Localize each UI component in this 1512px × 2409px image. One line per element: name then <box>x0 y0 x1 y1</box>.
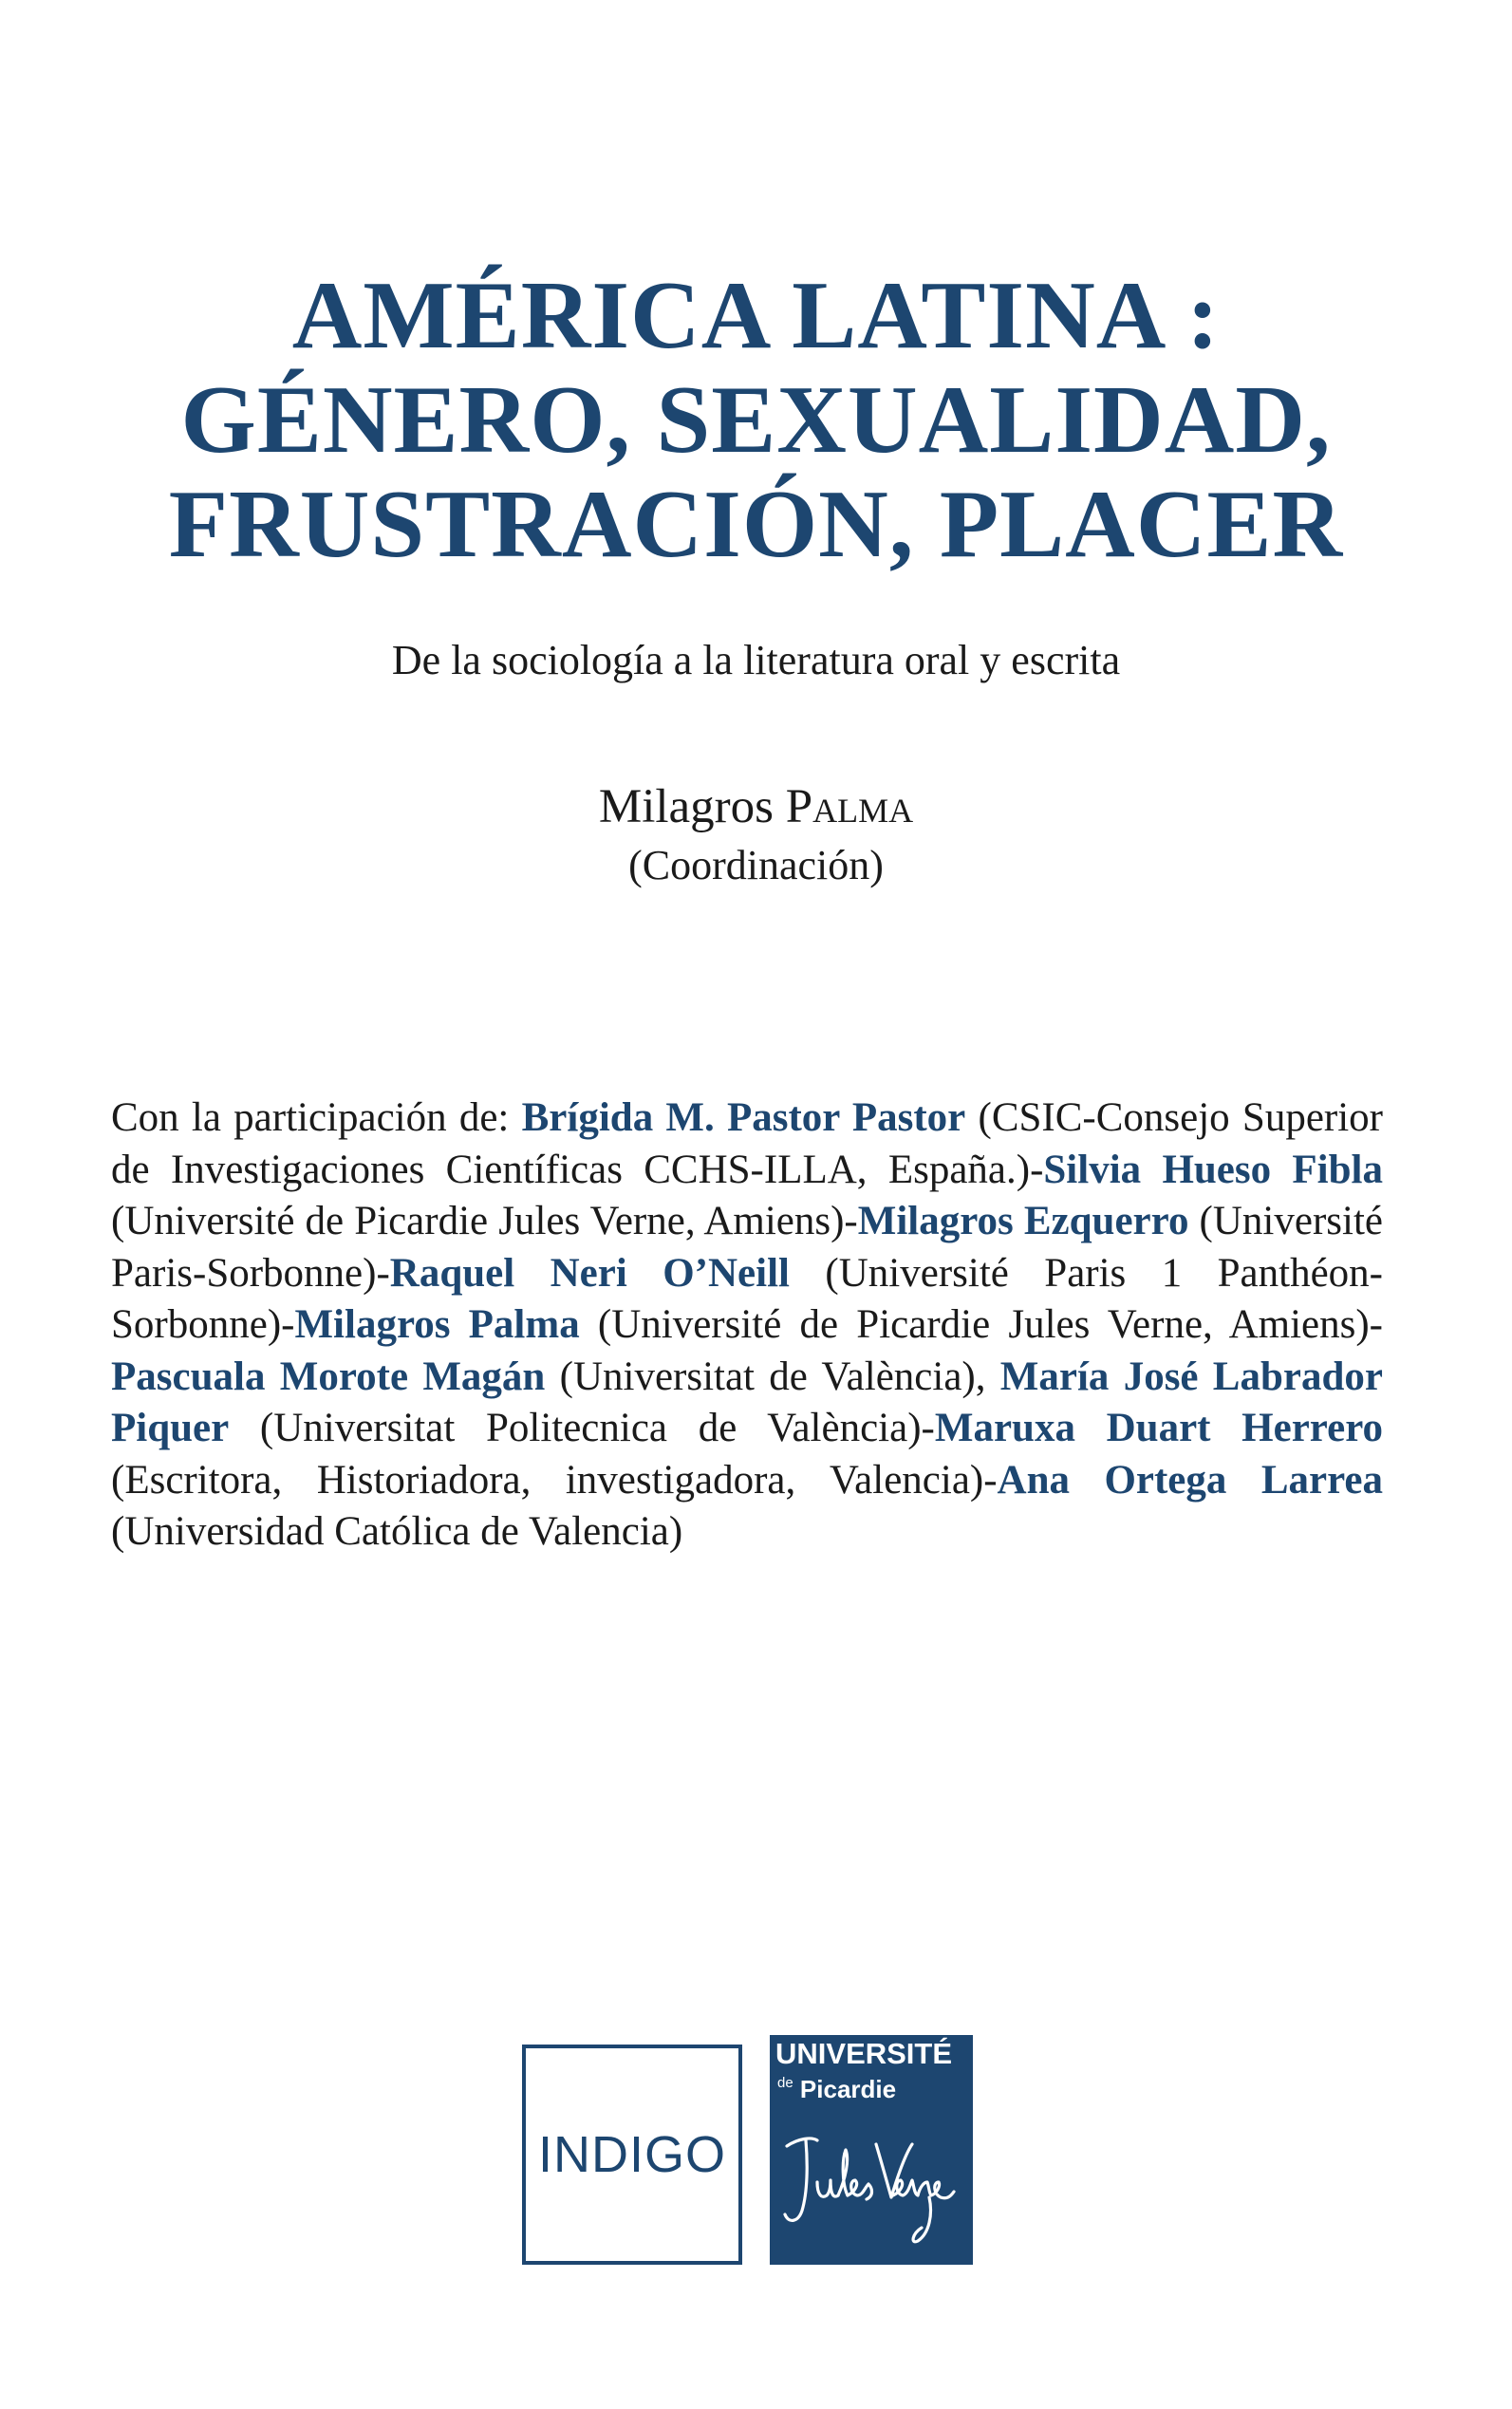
participant-affiliation: (Universitat Politecnica de València)- <box>229 1406 935 1450</box>
participant-name: Maruxa Duart Herrero <box>934 1406 1384 1450</box>
participant-affiliation: (Universidad Católica de Valencia) <box>111 1509 683 1554</box>
participant-name: Raquel Neri O’Neill <box>389 1250 790 1296</box>
participant-affiliation: (Université Paris 1 Panthéon-Sorbonne)- <box>111 1250 1383 1347</box>
university-logo-subtitle <box>777 2075 896 2104</box>
university-logo-prefix: de <box>777 2075 793 2091</box>
university-logo <box>770 2035 973 2265</box>
participant-name: Ana Ortega Larrea <box>997 1457 1383 1503</box>
participant-affiliation: (Escritora, Historiadora, investigadora, Valencia)- <box>111 1457 998 1503</box>
jules-verne-signature <box>770 2116 973 2258</box>
coordinator-role: (Coordinación) <box>628 842 884 888</box>
participant-affiliation: (CSIC-Consejo Superior de Investigaciones Científicas CCHS-ILLA, España.)- <box>111 1095 1383 1192</box>
participants-intro: Con la participación de: <box>111 1095 522 1140</box>
participant-affiliation: (Université de Picardie Jules Verne, Amiens)- <box>579 1302 1383 1347</box>
university-logo-title: UNIVERSITÉ <box>775 2037 953 2070</box>
title-line-1: AMÉRICA LATINA : <box>291 262 1221 369</box>
participant-name: Pascuala Morote Magán <box>111 1354 546 1399</box>
participant-name: Silvia Hueso Fibla <box>1043 1147 1383 1192</box>
coordinator-first-name: Milagros <box>598 780 775 833</box>
participant-affiliation: (Université de Picardie Jules Verne, Amiens)- <box>111 1199 858 1243</box>
indigo-logo-text: INDIGO <box>537 2126 726 2183</box>
participant-affiliation: (Universitat de València), <box>545 1354 1000 1399</box>
participant-name: Milagros Palma <box>294 1302 580 1347</box>
participant-name: Brígida M. Pastor Pastor <box>521 1095 966 1140</box>
participant-name: María José Labrador Piquer <box>111 1354 1383 1450</box>
coordinator-last-name: Palma <box>785 780 914 833</box>
book-title <box>0 264 1512 577</box>
book-subtitle: De la sociología a la literatura oral y escrita <box>391 637 1121 683</box>
title-line-2: GÉNERO, SEXUALIDAD, <box>180 366 1332 474</box>
participants-paragraph <box>111 1092 1383 1559</box>
indigo-publisher-logo <box>522 2045 742 2265</box>
coordinator-name <box>0 776 1512 837</box>
title-line-3: FRUSTRACIÓN, PLACER <box>168 471 1344 578</box>
university-logo-place: Picardie <box>799 2075 897 2103</box>
participant-affiliation: (Université Paris-Sorbonne)- <box>111 1199 1383 1296</box>
participant-name: Milagros Ezquerro <box>857 1199 1189 1243</box>
